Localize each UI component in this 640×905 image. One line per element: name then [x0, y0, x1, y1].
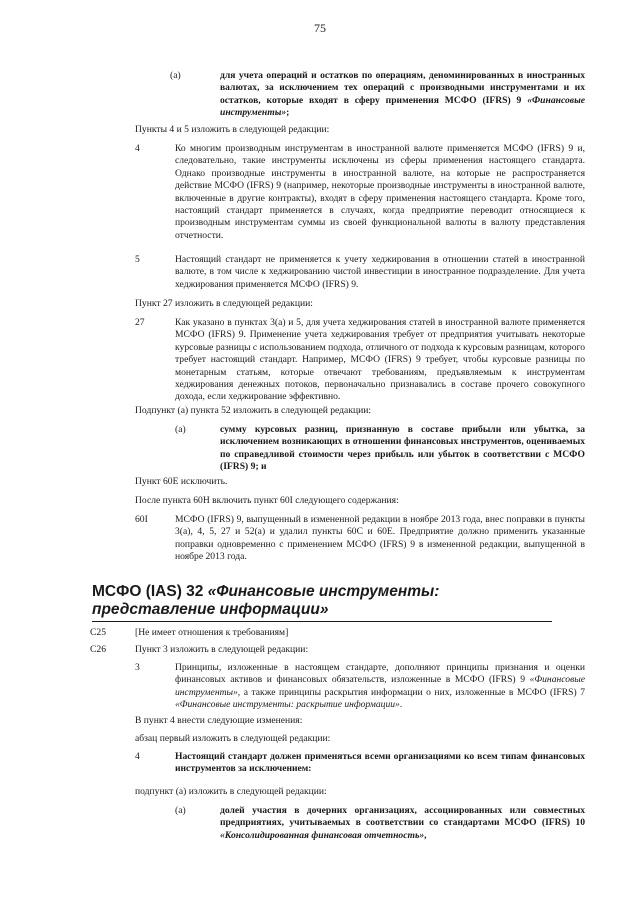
text-segment: для учета операций и остатков по операциям, деноминированных в иностранных валютах, за исключением тех операций с производными инструментами и их остатков, которые входят в сферу применения МСФО (IFRS) 9 — [220, 70, 585, 106]
instruction-insert-60i: После пункта 60H включить пункт 60I следующего содержания: — [135, 495, 399, 506]
text-segment: «Консолидированная финансовая отчетность» — [220, 829, 425, 841]
text-segment: «Финансовые инструменты: раскрытие информации» — [175, 699, 400, 711]
subitem-a-subsidiaries — [175, 805, 585, 842]
text-segment: , — [424, 829, 427, 841]
item-number: 27 — [135, 317, 145, 328]
text-segment: долей участия в дочерних организациях, ассоциированных или совместных предприятиях, учитываемых в соответствии со стандартами МСФО (IFRS) 10 — [220, 805, 585, 829]
instruction-subitem-a: подпункт (a) изложить в следующей редакции: — [135, 786, 327, 797]
text-segment: Как указано в пунктах 3(a) и 5, для учета хеджирования статей в иностранной валюте применяется МСФО (IFRS) 9. Применение учета хеджирования требует от предприятия учитывать некоторые курсовые разницы с использованием подхода, отличного от подхода к курсовым разницам, которого требует настоящий стандарт. Например, МСФО (IFRS) 9 требует, чтобы курсовые разницы по монетарным статьям, которые отвечают требованиям, предъявляемым к инструментам хеджирования денежных потоков, первоначально признавались в составе прочего совокупного дохода, если хеджирование эффективно. — [175, 317, 585, 403]
heading-title: «Финансовые инструменты: представление информации» — [92, 583, 440, 618]
text-segment: Настоящий стандарт должен применяться всеми организациями ко всем типам финансовых инструментов за исключением: — [175, 751, 585, 775]
subitem-a-exchange-differences — [175, 424, 585, 474]
instruction-first-indent: абзац первый изложить в следующей редакции: — [135, 733, 331, 744]
page-number: 75 — [314, 21, 326, 35]
instruction-paragraphs-4-5: Пункты 4 и 5 изложить в следующей редакции: — [135, 124, 330, 135]
text-segment: . — [399, 699, 403, 711]
item-number: C26 — [90, 644, 106, 655]
section-heading — [92, 583, 552, 619]
instruction-paragraph-52: Подпункт (a) пункта 52 изложить в следующей редакции: — [135, 405, 372, 416]
text-segment: Ко многим производным инструментам в иностранной валюте применяется МСФО (IFRS) 9 и, следовательно, такие инструменты исключены из сферы применения настоящего стандарта. Однако производные инструменты в иностранной валюте, на которые не распространяется действие МСФО (IFRS) 9 (например, некоторые производные инструменты в иностранной валюте, включенные в другие контракты), входят в сферу применения настоящего стандарта. Кроме того, настоящий стандарт применяется в случаях, когда предприятие переводит относящиеся к производным инструментам суммы из своей функциональной валюты в валюту представления отчетности. — [175, 143, 585, 241]
text-segment: «Финансовые инструменты» — [220, 94, 585, 119]
subitem-a-foreign-currency — [170, 70, 585, 120]
text-segment: Настоящий стандарт не применяется к учету хеджирования в отношении статей в иностранной валюте, в том числе к хеджированию чистой инвестиции в иностранное подразделение. Для учета хеджирования применяется МСФО (IFRS) 9. — [175, 254, 585, 290]
text-segment: сумму курсовых разниц, признанную в составе прибыли или убытка, за исключением возникающих в отношении финансовых инструментов, оцениваемых по справедливой стоимости через прибыль или убыток в соответствии с МСФО (IFRS) 9; и — [220, 424, 585, 473]
paragraph-c26 — [90, 644, 585, 656]
item-number: 4 — [135, 143, 140, 154]
item-number: (a) — [175, 424, 186, 435]
heading-prefix: МСФО (IAS) 32 — [92, 583, 208, 600]
paragraph-27 — [135, 317, 585, 404]
item-number: 4 — [135, 751, 140, 762]
heading-rule — [92, 621, 552, 622]
item-number: (a) — [175, 805, 186, 816]
paragraph-4-scope — [135, 751, 585, 776]
instruction-paragraph-27: Пункт 27 изложить в следующей редакции: — [135, 298, 313, 309]
paragraph-3 — [135, 662, 585, 712]
item-number: (a) — [170, 70, 181, 81]
item-number: 3 — [135, 662, 140, 673]
paragraph-5 — [135, 254, 585, 291]
paragraph-text: [Не имеет отношения к требованиям] — [135, 627, 289, 638]
item-number: 5 — [135, 254, 140, 265]
instruction-paragraph-4-changes: В пункт 4 внести следующие изменения: — [135, 715, 303, 726]
paragraph-c25 — [90, 627, 585, 639]
text-segment: Принципы, изложенные в настоящем стандарте, дополняют принципы признания и оценки финансовых активов и финансовых обязательств, изложенные в МСФО (IFRS) 9 — [175, 662, 585, 686]
text-segment: МСФО (IFRS) 9, выпущенный в измененной редакции в ноябре 2013 года, внес поправки в пункты 3(a), 4, 5, 27 и 52(a) и удалил пункты 60C и 60E. Предприятие должно применить указанные поправки одновременно с применением МСФО (IFRS) 9 в измененной редакции, выпущенной в ноябре 2013 года. — [175, 514, 585, 563]
item-number: C25 — [90, 627, 106, 638]
paragraph-60i — [135, 514, 585, 564]
text-segment: , а также принципы раскрытия информации о них, изложенные в МСФО (IFRS) 7 — [237, 686, 585, 698]
text-segment: ; — [286, 107, 290, 119]
item-number: 60I — [135, 514, 148, 525]
text-segment: «Финансовые инструменты» — [175, 674, 585, 698]
paragraph-4 — [135, 143, 585, 242]
instruction-delete-60e: Пункт 60E исключить. — [135, 476, 228, 487]
paragraph-text: Пункт 3 изложить в следующей редакции: — [135, 644, 309, 655]
